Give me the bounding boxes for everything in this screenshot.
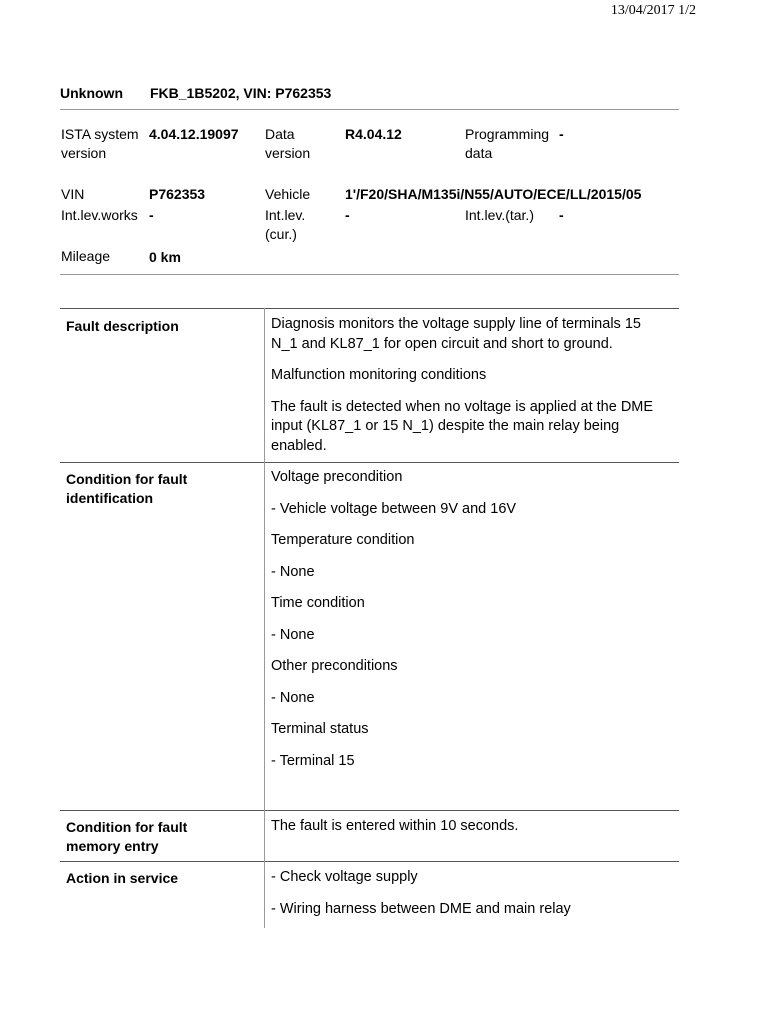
fault-description-line: Diagnosis monitors the voltage supply line of terminals 15 N_1 and KL87_1 for open circuit and short to ground. xyxy=(271,316,641,352)
condition-line: Other preconditions xyxy=(271,658,398,674)
action-label: Action in service xyxy=(66,870,179,886)
fault-description-text xyxy=(271,315,666,456)
condition-line: - None xyxy=(271,563,315,580)
vehicle-label: Vehicle xyxy=(265,186,311,202)
action-line: - Check voltage supply xyxy=(271,869,418,885)
table-top-rule xyxy=(60,308,679,309)
mileage-label: Mileage xyxy=(61,248,111,264)
condition-line: Temperature condition xyxy=(271,532,415,548)
condition-line: - None xyxy=(271,626,315,643)
row-divider xyxy=(60,861,679,862)
action-line: - Wiring harness between DME and main relay xyxy=(271,900,571,917)
intlev-tar-label: Int.lev.(tar.) xyxy=(465,207,534,223)
condition-line: - None xyxy=(271,689,315,706)
table-column-separator xyxy=(264,308,265,928)
ista-value: 4.04.12.19097 xyxy=(149,126,239,142)
condition-label: Condition for fault identification xyxy=(66,471,188,506)
fault-description-line: The fault is detected when no voltage is applied at the DME input (KL87_1 or 15 N_1) despite the main relay being enabled. xyxy=(271,398,654,454)
header-divider xyxy=(60,109,679,110)
header-label: Unknown xyxy=(60,85,123,101)
condition-line: Time condition xyxy=(271,595,365,611)
memory-label: Condition for fault memory entry xyxy=(66,819,188,854)
intlev-cur-label: Int.lev. (cur.) xyxy=(265,207,306,242)
programming-label: Programming data xyxy=(465,126,550,161)
fault-description-label: Fault description xyxy=(66,318,179,334)
intlev-works-value: - xyxy=(149,207,154,223)
vehicle-value: 1'/F20/SHA/M135i/N55/AUTO/ECE/LL/2015/05 xyxy=(345,186,642,202)
condition-text xyxy=(271,468,666,771)
intlev-cur-value: - xyxy=(345,207,350,223)
programming-value: - xyxy=(559,126,564,142)
data-version-value: R4.04.12 xyxy=(345,126,402,142)
row-divider xyxy=(60,810,679,811)
vin-label: VIN xyxy=(61,186,85,202)
mileage-value: 0 km xyxy=(149,249,181,265)
condition-line: Terminal status xyxy=(271,721,369,737)
action-text xyxy=(271,868,666,919)
header-title: FKB_1B5202, VIN: P762353 xyxy=(150,85,332,101)
vin-value: P762353 xyxy=(149,186,206,202)
memory-text: The fault is entered within 10 seconds. xyxy=(271,818,519,834)
row-divider xyxy=(60,462,679,463)
info-divider xyxy=(60,274,679,275)
fault-description-line: Malfunction monitoring conditions xyxy=(271,367,487,383)
intlev-tar-value: - xyxy=(559,207,564,223)
ista-label: ISTA system version xyxy=(61,126,139,161)
data-version-label: Data version xyxy=(265,126,311,161)
condition-line: - Terminal 15 xyxy=(271,752,355,769)
intlev-works-label: Int.lev.works xyxy=(61,207,138,223)
condition-line: Voltage precondition xyxy=(271,469,403,485)
print-date-page: 13/04/2017 1/2 xyxy=(610,3,696,18)
condition-line: - Vehicle voltage between 9V and 16V xyxy=(271,500,517,517)
